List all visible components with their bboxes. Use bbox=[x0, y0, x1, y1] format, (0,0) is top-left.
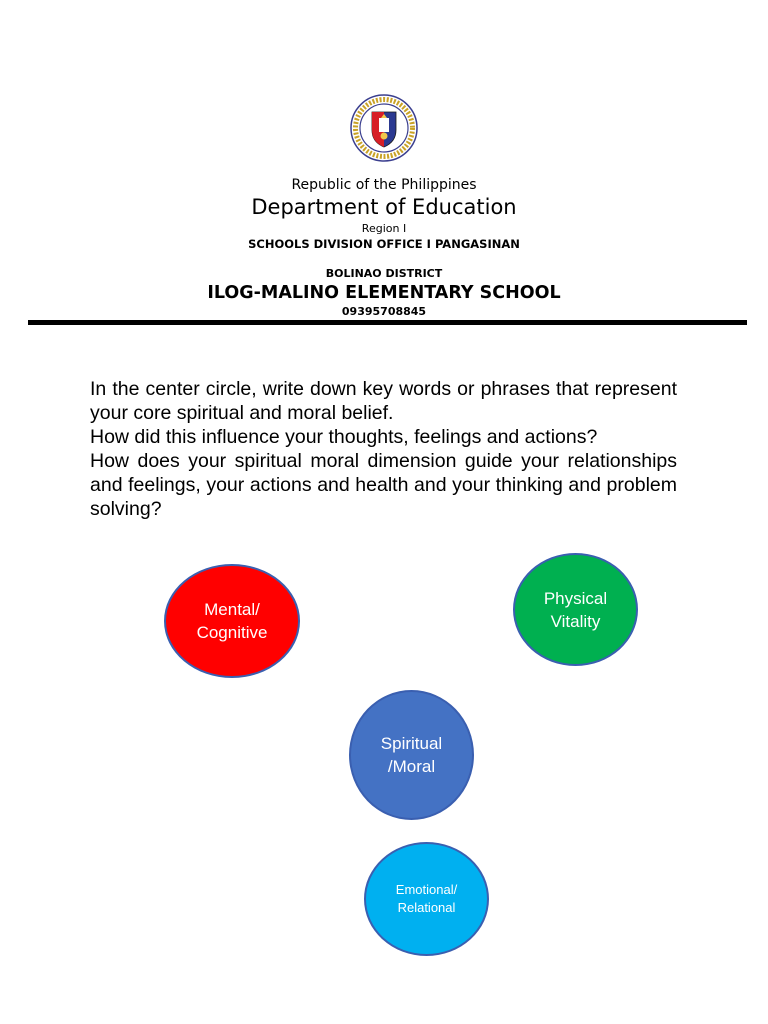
mental-cognitive-circle bbox=[164, 564, 300, 678]
department-title: Department of Education bbox=[251, 195, 517, 219]
instructions bbox=[90, 377, 677, 521]
deped-seal-icon bbox=[350, 94, 418, 162]
division-text: SCHOOLS DIVISION OFFICE I PANGASINAN bbox=[248, 237, 520, 251]
instruction-line-2: How did this influence your thoughts, feelings and actions? bbox=[90, 426, 598, 448]
phone-number: 09395708845 bbox=[341, 305, 427, 318]
region-text: Region I bbox=[361, 222, 407, 235]
emotional-relational-circle bbox=[364, 842, 489, 956]
physical-vitality-label: Physical Vitality bbox=[543, 588, 608, 631]
republic-text: Republic of the Philippines bbox=[291, 177, 477, 193]
instruction-line-3: How does your spiritual moral dimension guide your relationships and feelings, your actions and health and your thinking and problem solving? bbox=[90, 450, 677, 520]
school-name: ILOG-MALINO ELEMENTARY SCHOOL bbox=[207, 283, 561, 303]
spiritual-moral-label: Spiritual /Moral bbox=[380, 734, 443, 776]
mental-cognitive-label: Mental/ Cognitive bbox=[196, 600, 268, 642]
spiritual-moral-circle[interactable] bbox=[349, 690, 474, 820]
header-divider bbox=[28, 320, 747, 325]
instruction-line-1: In the center circle, write down key words or phrases that represent your core spiritual and moral belief. bbox=[90, 378, 677, 424]
physical-vitality-circle bbox=[513, 553, 638, 666]
emotional-relational-label: Emotional/ Relational bbox=[395, 882, 458, 915]
district-text: BOLINAO DISTRICT bbox=[325, 267, 443, 280]
